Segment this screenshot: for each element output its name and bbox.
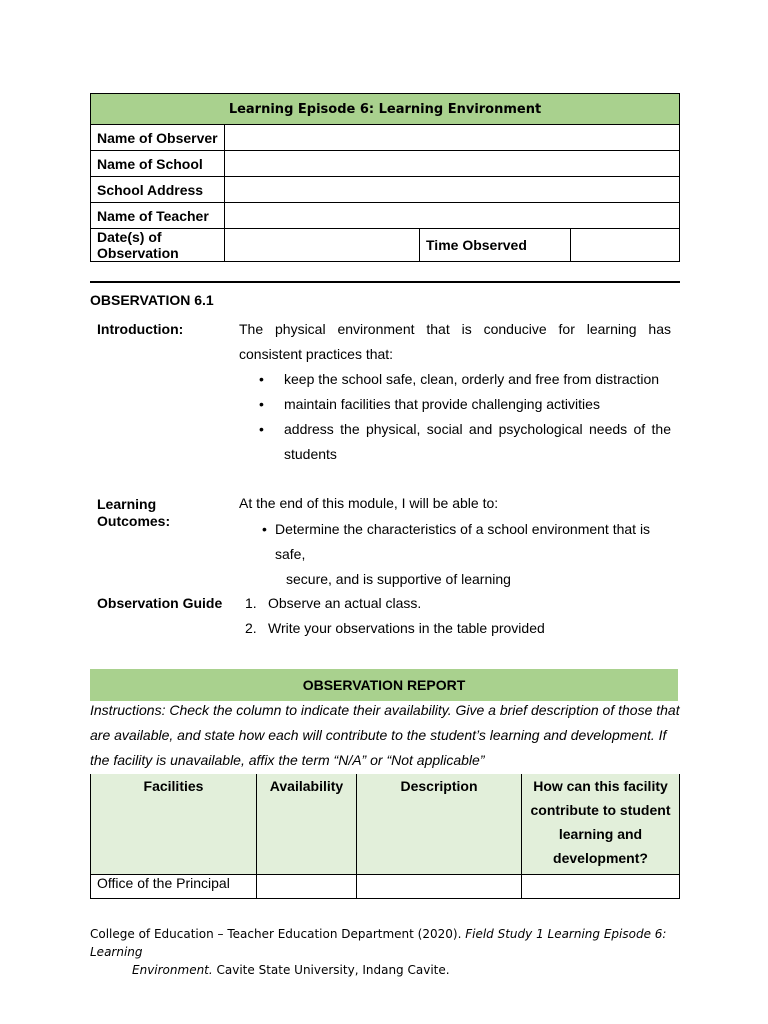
list-item: 2. Write your observations in the table provided	[245, 620, 545, 636]
teacher-label: Name of Teacher	[91, 203, 225, 229]
report-instructions: Instructions: Check the column to indicate their availability. Give a brief description of those that are available, and state how each will contribute to the student’s learning and development. If the facility is unavailable, affix the term “N/A” or “Not applicable”	[90, 702, 680, 768]
teacher-field[interactable]	[225, 203, 680, 229]
dates-label: Date(s) of Observation	[91, 229, 225, 262]
address-field[interactable]	[225, 177, 680, 203]
dates-field[interactable]	[225, 229, 420, 262]
citation-footer: College of Education – Teacher Education Department (2020). Field Study 1 Learning Episode 6: Learning Environment. Cavite State University, Indang Cavite.	[90, 927, 667, 977]
observer-label: Name of Observer	[91, 125, 225, 151]
introduction-label: Introduction:	[97, 321, 184, 337]
time-label: Time Observed	[420, 229, 571, 262]
report-table	[90, 774, 680, 899]
observer-field[interactable]	[225, 125, 680, 151]
guide-label: Observation Guide	[97, 595, 223, 611]
section-divider	[90, 281, 680, 283]
list-item: • maintain facilities that provide challenging activities	[259, 396, 600, 412]
outcomes-label: Learning Outcomes:	[97, 496, 171, 529]
column-header-description: Description	[357, 774, 522, 875]
observer-info-table	[90, 93, 680, 262]
column-header-availability: Availability	[257, 774, 357, 875]
column-header-contribution: How can this facility contribute to student learning and development?	[522, 774, 680, 875]
table-row	[91, 875, 680, 899]
description-cell[interactable]	[357, 875, 522, 899]
facility-name: Office of the Principal	[91, 875, 257, 899]
introduction-bullets	[239, 367, 671, 467]
list-item: • keep the school safe, clean, orderly and free from distraction	[259, 371, 660, 387]
school-label: Name of School	[91, 151, 225, 177]
guide-list	[239, 591, 671, 641]
outcome-bullet: • Determine the characteristics of a school environment that is safe, secure, and is supportive of learning	[262, 521, 651, 587]
list-item: • address the physical, social and psychological needs of the students	[259, 421, 671, 462]
availability-cell[interactable]	[257, 875, 357, 899]
time-field[interactable]	[571, 229, 680, 262]
address-label: School Address	[91, 177, 225, 203]
contribution-cell[interactable]	[522, 875, 680, 899]
episode-title: Learning Episode 6: Learning Environment	[91, 94, 680, 125]
school-field[interactable]	[225, 151, 680, 177]
outcomes-text: At the end of this module, I will be able to:	[239, 495, 499, 511]
observation-heading: OBSERVATION 6.1	[90, 292, 214, 308]
report-title: OBSERVATION REPORT	[90, 669, 678, 701]
list-item: 1. Observe an actual class.	[245, 595, 422, 611]
introduction-text: The physical environment that is conducive for learning has consistent practices that:	[239, 321, 671, 362]
column-header-facilities: Facilities	[91, 774, 257, 875]
